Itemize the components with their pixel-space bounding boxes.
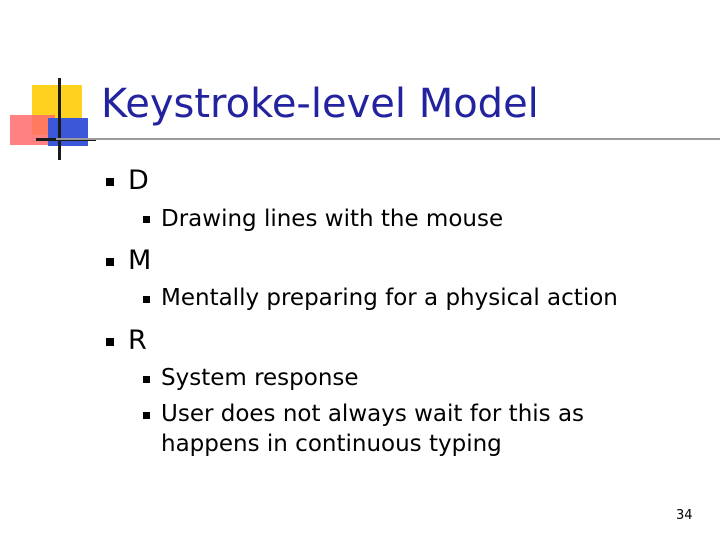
item-r-sub-2: User does not always wait for this as <box>161 401 585 427</box>
bullet-icon <box>106 258 114 266</box>
page-number: 34 <box>676 508 693 523</box>
item-d-sub-1: Drawing lines with the mouse <box>161 206 504 232</box>
bullet-icon <box>143 216 150 223</box>
bullet-icon <box>106 338 114 346</box>
logo-blue-square <box>48 118 88 146</box>
bullet-icon <box>143 412 150 419</box>
slide-title: Keystroke-level Model <box>101 81 539 127</box>
title-divider <box>56 138 720 140</box>
slide-logo-decoration <box>0 0 110 170</box>
item-r-sub-1: System response <box>161 365 359 391</box>
bullet-icon <box>143 296 150 303</box>
bullet-icon <box>106 178 114 186</box>
item-m-label: M <box>128 245 152 276</box>
logo-vertical-line <box>58 78 61 160</box>
item-d-label: D <box>128 165 149 196</box>
item-r-label: R <box>128 325 147 356</box>
bullet-icon <box>143 376 150 383</box>
item-m-sub-1: Mentally preparing for a physical action <box>161 285 618 311</box>
item-r-sub-2-continued: happens in continuous typing <box>161 431 502 457</box>
